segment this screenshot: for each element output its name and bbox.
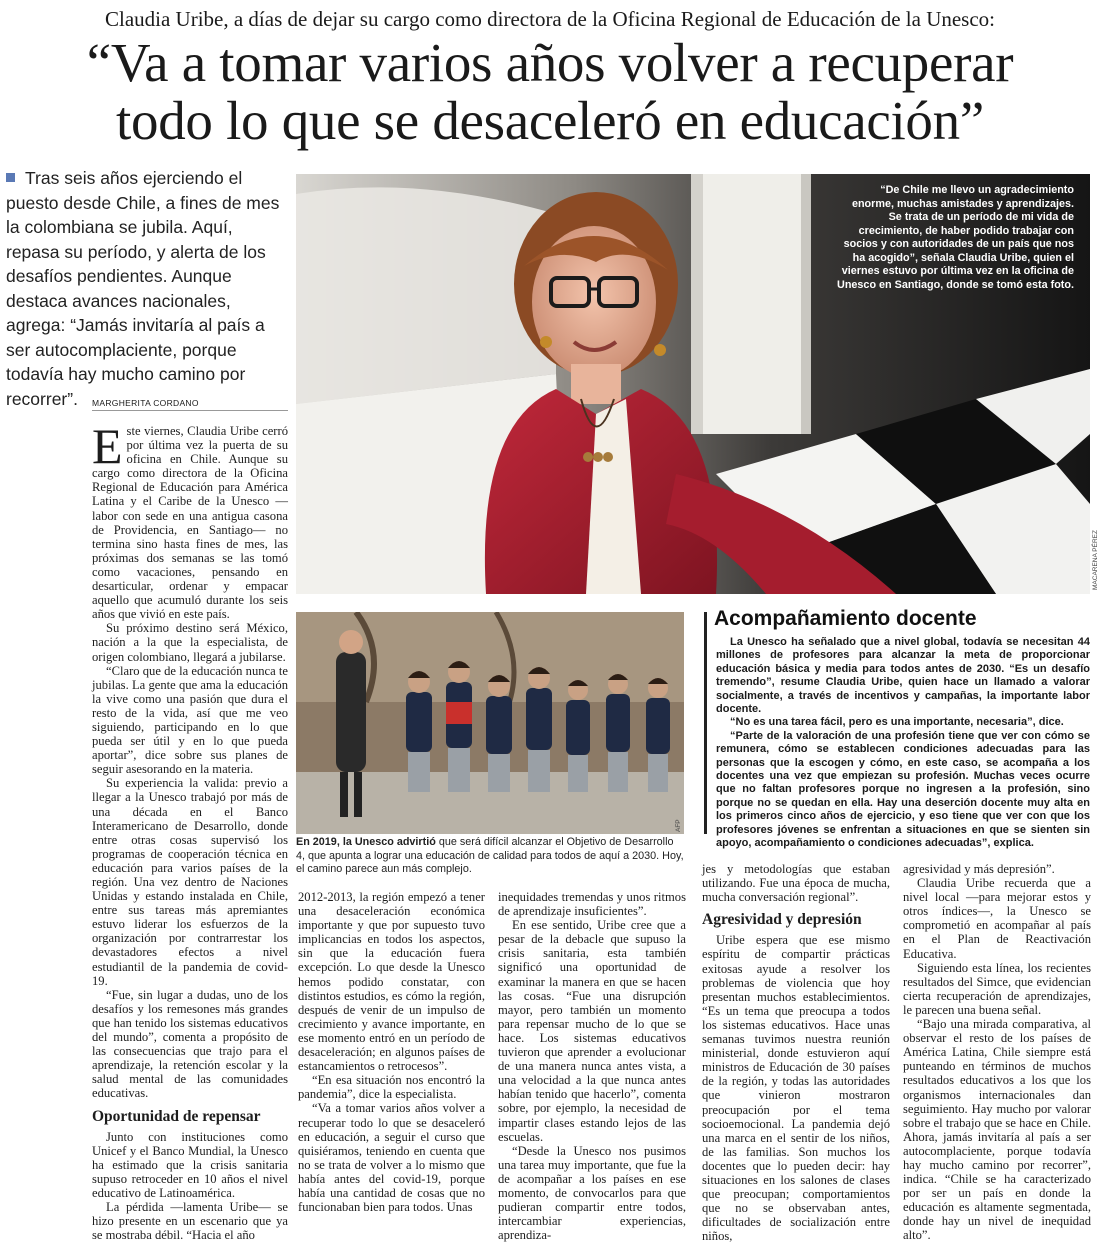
- schoolchildren-photo: [296, 612, 684, 834]
- article-paragraph: En ese sentido, Uribe cree que a pesar de la debacle que supuso la crisis sanitaria, esta también significó una oportunidad de examinar la manera en que se hacen las cosas. “Fue una disrupción mayor, pero también un momento para repensar mucho de lo que se hace. Los sistemas educativos tuvieron que aprender a evolucionar de una manera nunca antes vista, a una velocidad a la que nunca antes habían tenido que hacerlo”, comenta sobre, por ejemplo, la necesidad de impartir clases estando lejos de las escuelas.: [498, 918, 686, 1144]
- byline: MARGHERITA CORDANO: [92, 398, 288, 411]
- article-paragraph: jes y metodologías que estaban utilizando. Fue una época de mucha, mucha conversación regional”.: [702, 862, 890, 905]
- main-photo-credit: MACARENA PÉREZ: [1092, 530, 1099, 590]
- article-paragraph: “Fue, sin lugar a dudas, uno de los desafíos y los remesones más grandes que han tenido los sistemas educativos del mundo”, comenta a propósito de las consecuencias que trajo para el aprendizaje, la retención escolar y la salud mental de las comunidades educativas.: [92, 987, 288, 1101]
- box-rule: [704, 612, 707, 834]
- box-paragraph: La Unesco ha señalado que a nivel global, todavía se necesitan 44 millones de profesores para alcanzar la meta de proporcionar educación básica y media para todos antes de 2030. “Es un desafío tremendo”, resume Claudia Uribe, quien hace un llamado a valorar socialmente, a través de incentivos y campañas, la importante labor docente.: [716, 636, 1090, 716]
- article-column-2: [298, 890, 485, 1214]
- article-column-4: [702, 862, 890, 1243]
- headline-line-1: “Va a tomar varios años volver a recuperar: [86, 32, 1014, 93]
- bullet-square-icon: [6, 173, 15, 182]
- schoolchildren-photo-credit: AFP: [675, 819, 682, 832]
- subhead-oportunidad: Oportunidad de repensar: [92, 1107, 261, 1125]
- box-paragraph: “Parte de la valoración de una profesión tiene que ver con cómo se remunera, cómo se establecen condiciones adecuadas para las personas que la escogen y cómo, en este caso, se acompaña a los docentes una vez que empiezan su profesión. Muchas veces ocurre que no faltan profesores porque no ingresen a la profesión, sino porque no se quedan en ella. Hay una deserción docente muy alta en los primeros cinco años de ejercicio, y eso tiene que ver con que los profesores jóvenes se enfrentan a situaciones en que se sienten sin apoyo, acompañamiento o condiciones adecuadas”, explica.: [716, 729, 1090, 850]
- box-paragraph: “No es una tarea fácil, pero es una importante, necesaria”, dice.: [730, 716, 1064, 729]
- headline-line-2: todo lo que se desaceleró en educación”: [116, 90, 984, 151]
- caption-body: que será difícil alcanzar el Objetivo de Desarrollo 4, que apunta a lograr una educación de calidad para todos de aquí a 2030. Hoy, el camino parece aun más complejo.: [296, 836, 684, 876]
- article-paragraph: “Desde la Unesco nos pusimos una tarea muy importante, que fue la de acompañar a los países en ese momento, de convocarlos para que pudieran compartir entre todos, intercambiar experiencias, aprendiza-: [498, 1143, 686, 1243]
- article-paragraph: “Bajo una mirada comparativa, al observar el resto de los países de América Latina, Chile siempre está punteando en términos de muchos resultados educativos a los que los organismos internacionales dan seguimiento. Hay mucho por valorar sobre el trabajo que se hace en Chile. Ahora, jamás invitaría al país a ser autocomplaciente, porque todavía hay mucho camino por recorrer”, indica. “Chile se ha caracterizado por ser un país en donde la educación es altamente segmentada, donde hay un nivel de inequidad alto”.: [903, 1017, 1091, 1243]
- article-paragraph: La pérdida —lamenta Uribe— se hizo presente en un escenario que ya se mostraba débil. “Hacia el año: [92, 1200, 288, 1243]
- article-paragraph: Siguiendo esta línea, los recientes resultados del Simce, que evidencian cierta recuperación de aprendizajes, le parecen una buena señal.: [903, 960, 1091, 1017]
- article-paragraph: Uribe espera que ese mismo espíritu de compartir prácticas exitosas ayude a resolver los problemas de violencia que hoy presentan muchos establecimientos. “Es un tema que preocupa a todos los sistemas educativos. Hace unas semanas tuvimos nuestra reunión ministerial, donde estuvieron aquí ministros de Educación de 30 países de la región, y todas las autoridades que vinieron mostraron preocupación por el tema socioemocional. La pandemia dejó una marca en el sentir de los niños, de las familias. Son muchos los docentes que lo pueden decir: hay situaciones en los salones de clases que preocupan; comportamientos que no se observaban antes, dificultades de socialización entre niños,: [702, 933, 890, 1243]
- kicker: Claudia Uribe, a días de dejar su cargo como directora de la Oficina Regional de Educación de la Unesco:: [104, 7, 996, 31]
- article-column-5: [903, 862, 1091, 1243]
- schoolchildren-illustration: [296, 612, 684, 834]
- article-paragraph: Claudia Uribe recuerda que a nivel local —para mejorar estos y otros índices—, la Unesco se comprometió en acompañar al país en el Plan de Reactivación Educativa.: [903, 876, 1091, 961]
- article-paragraph: agresividad y más depresión”.: [903, 862, 1055, 876]
- main-photo-caption: “De Chile me llevo un agradecimiento enorme, muchas amistades y aprendizajes. Se trata de un período de mi vida de crecimiento, de haber podido trabajar con socios y con autoridades de un país que nos ha acogido”, señala Claudia Uribe, quien el viernes estuvo por última vez en la oficina de Unesco en Santiago, donde se tomó esta foto.: [837, 184, 1074, 291]
- article-column-1: [92, 418, 288, 1243]
- article-paragraph: Junto con instituciones como Unicef y el Banco Mundial, la Unesco ha estimado que la crisis sanitaria supuso retroceder en 10 años el nivel educativo de Latinoamérica.: [92, 1129, 288, 1200]
- box-body: [716, 636, 1090, 851]
- paragraph-text: ste viernes, Claudia Uribe cerró por última vez la puerta de su oficina en Chile. Aunque su cargo como directora de la Oficina Regional de Educación para América Latina y el Caribe de la Unesco —labor con sede en una antigua casona de Providencia, en Santiago— no termina sino hasta fines de mes, las próximas dos semanas se las tomó como vacaciones, pensando en desarticular, ordenar y empacar aquello que acumuló durante los seis años que vivió en este país.: [92, 424, 288, 622]
- lead-summary: [6, 166, 286, 411]
- article-paragraph: Su experiencia la valida: previo a llegar a la Unesco trabajó por más de una década en el Banco Interamericano de Desarrollo, donde entre otras cosas supervisó los programas de cooperación técnica en educación para varios países de la región. Una vez dentro de Naciones Unidas y estando instalada en Chile, entre sus tareas más apremiantes estuvo liderar los esfuerzos de la organización por contrarrestar los devastadores efectos a nivel estudiantil de la pandemia de covid-19.: [92, 776, 288, 988]
- headline: [0, 34, 1100, 150]
- article-paragraph: 2012-2013, la región empezó a tener una desaceleración económica importante y que por supuesto tuvo implicancias en todos los aspectos, sin que la educación fuera excepción. Lo que desde la Unesco hemos podido constatar, con distintos estudios, es cómo la región, después de venir de un impulso de crecimiento y avance importante, en ese momento entró en un período de desaceleración; en algunos países de estancamientos o retrocesos”.: [298, 890, 485, 1074]
- subhead-agresividad: Agresividad y depresión: [702, 911, 862, 929]
- caption-lead: En 2019, la Unesco advirtió: [296, 836, 436, 848]
- article-paragraph: “Claro que de la educación nunca te jubilas. La gente que ama la educación la vive como una pasión que dura el resto de la vida, así que me veo siguiendo, participando en lo que pueda ser útil y en lo que pueda aportar”, dice sobre sus planes de seguir asesorando en la materia.: [92, 663, 288, 777]
- article-paragraph: inequidades tremendas y unos ritmos de aprendizaje insuficientes”.: [498, 890, 686, 919]
- drop-cap: E: [92, 418, 123, 474]
- box-title: Acompañamiento docente: [714, 607, 977, 630]
- article-paragraph: Su próximo destino será México, nación a la que la especialista, de origen colombiano, llegará a jubilarse.: [92, 621, 288, 664]
- article-paragraph: [92, 418, 288, 622]
- schoolchildren-photo-caption: [296, 836, 684, 877]
- article-paragraph: “En esa situación nos encontró la pandemia”, dice la especialista.: [298, 1073, 485, 1102]
- article-column-3: [498, 890, 686, 1242]
- article-paragraph: “Va a tomar varios años volver a recuperar todo lo que se desaceleró en educación, a seguir el curso que quisiéramos, teniendo en cuenta que no se trata de volver a lo mismo que había antes del covid-19, porque había una cantidad de cosas que no funcionaban bien para todos. Unas: [298, 1101, 485, 1215]
- lead-text: Tras seis años ejerciendo el puesto desde Chile, a fines de mes la colombiana se jubila. Aquí, repasa su período, y alerta de los desafíos pendientes. Aunque destaca avances nacionales, agrega: “Jamás invitaría al país a ser autocomplaciente, porque todavía hay mucho camino por recorrer”.: [6, 168, 280, 409]
